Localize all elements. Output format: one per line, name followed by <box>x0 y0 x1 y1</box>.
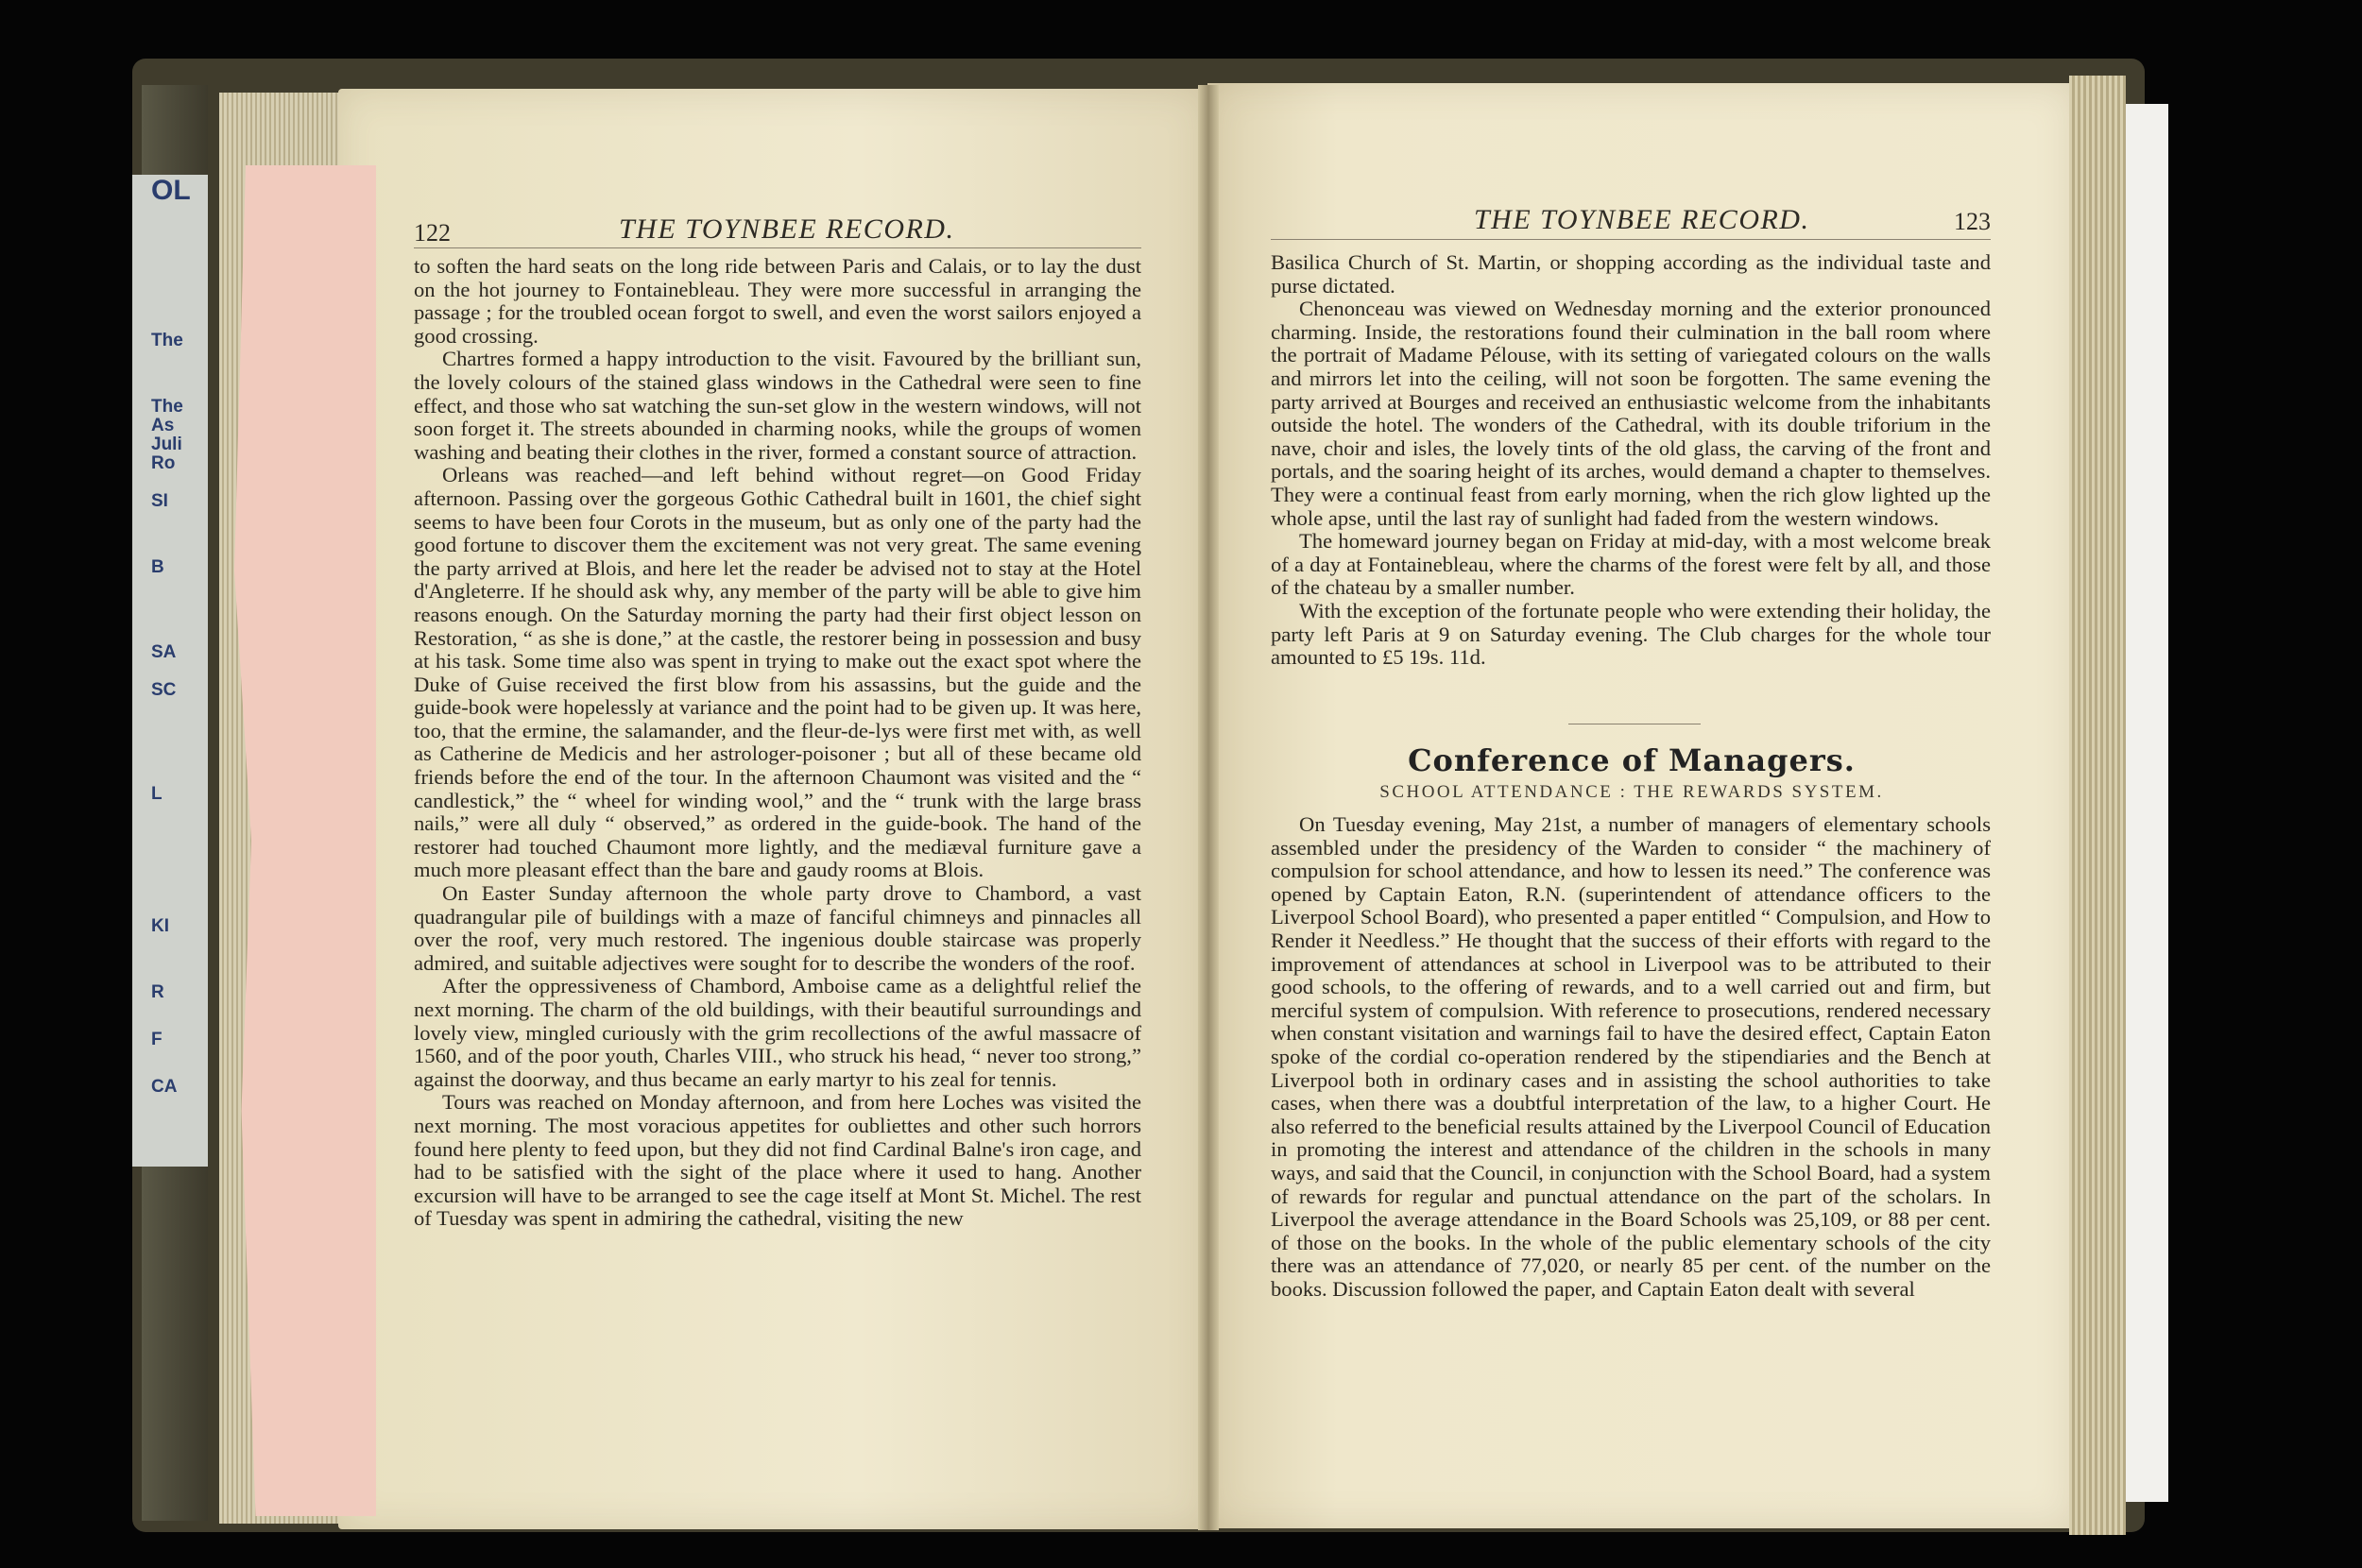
header-rule-left <box>414 247 1141 248</box>
running-head-left: THE TOYNBEE RECORD. <box>619 213 955 245</box>
header-rule-right <box>1271 239 1991 240</box>
library-label <box>132 175 208 1167</box>
label-fragment: The <box>151 331 183 350</box>
paragraph: With the exception of the fortunate people who were extending their holiday, the party left Paris at 9 on Saturday evening. The Club charges for the whole tour amounted to £5 19s. 11d. <box>1271 598 1991 670</box>
running-head-right: THE TOYNBEE RECORD. <box>1474 204 1810 235</box>
page-number-right: 123 <box>1954 208 1991 235</box>
right-page-edges <box>2069 76 2126 1535</box>
label-fragment: SA <box>151 642 177 662</box>
label-fragment: SC <box>151 680 177 700</box>
label-fragment: Juli <box>151 435 182 454</box>
paragraph: Basilica Church of St. Martin, or shopping according as the individual taste and purse dictated. <box>1271 250 1991 298</box>
label-fragment: Ro <box>151 453 176 473</box>
paragraph: On Tuesday evening, May 21st, a number of managers of elementary schools assembled under the presidency of the Warden to consider “ the machinery of compulsion for school attendance, and how to lessen its need.” The conference was opened by Captain Eaton, R.N. (superintendent of attendance officers to the Liverpool School Board), who presented a paper entitled “ Compulsion, and How to Render it Needless.” He thought that the success of their efforts with regard to the improvement of attendances at school in Liverpool was to be attributed to their good schools, to the offering of rewards, and to a well carried out and firm, but merciful system of compulsion. With reference to prosecutions, rendered necessary when constant visitation and warnings fail to have the desired effect, Captain Eaton spoke of the cordial co-operation rendered by the stipendiaries and the Bench at Liverpool both in ordinary cases and in assisting the school authorities to take cases, when there was a doubtful interpretation of the law, to a higher Court. He also referred to the beneficial results attained by the Liverpool Council of Education in promoting the interest and attendance of the children in the schools in many ways, and said that the Council, in conjunction with the School Board, had a system of rewards for regular and punctual attendance on the part of the scholars. In Liverpool the average attendance in the Board Schools was 25,109, or 88 per cent. of those on the books. In the whole of the public elementary schools of the city there was an attendance of 77,020, or nearly 85 per cent. of the number on the books. Discussion followed the paper, and Captain Eaton dealt with several <box>1271 812 1991 1301</box>
page-number-left: 122 <box>414 219 451 247</box>
paragraph: The homeward journey began on Friday at mid-day, with a most welcome break of a day at Fontainebleau, where the charms of the forest were felt by all, and those of the chateau by a smaller number. <box>1271 529 1991 600</box>
label-fragment: KI <box>151 916 169 936</box>
label-fragment: OL <box>151 175 191 206</box>
label-fragment: L <box>151 784 163 804</box>
section-subheading: SCHOOL ATTENDANCE : THE REWARDS SYSTEM. <box>1379 782 1884 802</box>
pink-insert-sheet <box>234 165 376 1516</box>
paragraph: On Easter Sunday afternoon the whole party drove to Chambord, a vast quadrangular pile of buildings with a maze of fanciful chimneys and pinnacles all over the roof, very much restored. The ingenious double staircase was properly admired, and suitable adjectives were sought for to describe the wonders of the roof. <box>414 881 1141 975</box>
paragraph: Chartres formed a happy introduction to the visit. Favoured by the brilliant sun, the lovely colours of the stained glass windows in the Cathedral were seen to fine effect, and those who sat watching the sun-set glow in the western windows, will not soon forget it. The streets abounded in charming nooks, while the groups of women washing and beating their clothes in the river, formed a constant source of attraction. <box>414 347 1141 464</box>
label-fragment: SI <box>151 491 168 511</box>
book-gutter <box>1198 85 1219 1530</box>
right-page-text-bottom <box>1271 813 1991 1301</box>
section-heading: Conference of Managers. <box>1408 742 1856 778</box>
paragraph: Tours was reached on Monday afternoon, and from here Loches was visited the next morning. The most voracious appetites for oubliettes and other such horrors found here plenty to feed upon, but they did not find Cardinal Balne's iron cage, and had to be satisfied with the sight of the place where it used to hang. Another excursion will have to be arranged to see the cage itself at Mont St. Michel. The rest of Tuesday was spent in admiring the cathedral, visiting the new <box>414 1090 1141 1231</box>
left-page-text <box>414 255 1141 1231</box>
right-page-text-top <box>1271 251 1991 670</box>
paragraph: to soften the hard seats on the long ride between Paris and Calais, or to lay the dust on the hot journey to Fontainebleau. They were more successful in arranging the passage ; for the troubled ocean forgot to swell, and even the worst sailors enjoyed a good crossing. <box>414 254 1141 348</box>
label-fragment: CA <box>151 1077 178 1097</box>
label-fragment: The <box>151 397 183 417</box>
label-fragment: F <box>151 1030 163 1049</box>
paragraph: After the oppressiveness of Chambord, Amboise came as a delightful relief the next morning. The charm of the old buildings, with their beautiful surroundings and lovely view, mingled curiously with the grim recollections of the awful massacre of 1560, and of the poor youth, Charles VIII., who struck his head, “ never too strong,” against the doorway, and thus became an early martyr to his zeal for tennis. <box>414 974 1141 1091</box>
paper-slip <box>2126 104 2168 1502</box>
label-fragment: As <box>151 416 175 435</box>
paragraph: Chenonceau was viewed on Wednesday morning and the exterior pronounced charming. Inside, the restorations found their culmination in the ball room where the portrait of Madame Pélouse, with its setting of variegated colours on the walls and mirrors let into the ceiling, will not soon be forgotten. The same evening the party arrived at Bourges and received an enthusiastic welcome from the inhabitants outside the hotel. The wonders of the Cathedral, with its double triforium in the nave, choir and isles, the lovely tints of the old glass, the carving of the front and portals, and the soaring height of its arches, would demand a chapter to themselves. They were a continual feast from early morning, when the rich glow lighted up the whole apse, until the last ray of sunlight had faded from the western windows. <box>1271 297 1991 530</box>
label-fragment: B <box>151 557 164 577</box>
label-fragment: R <box>151 982 164 1002</box>
paragraph: Orleans was reached—and left behind without regret—on Good Friday afternoon. Passing over the gorgeous Gothic Cathedral built in 1601, the chief sight seems to have been four Corots in the museum, but as only one of the party had the good fortune to discover them the excitement was not very great. The same evening the party arrived at Blois, and here let the reader be advised not to stay at the Hotel d'Angleterre. If he should ask why, any member of the party will be able to give him reasons enough. On the Saturday morning the party had their first object lesson on Restoration, “ as she is done,” at the castle, the restorer being in possession and busy at his task. Some time also was spent in trying to make out the exact spot where the Duke of Guise received the first blow from his assassins, but the guide and the guide-book were hopelessly at variance and the point had to be given up. It was here, too, that the ermine, the salamander, and the fleur-de-lys were first met with, as well as Catherine de Medicis and her astrologer-poisoner ; but all of these became old friends before the end of the tour. In the afternoon Chaumont was visited and the “ candlestick,” the “ wheel for winding wool,” and the “ trunk with the large brass nails,” were all duly “ observed,” as ordered in the guide-book. The hand of the restorer had touched Chaumont more lightly, and the mediæval furniture gave a much more pleasant effect than the bare and gaudy rooms at Blois. <box>414 463 1141 882</box>
